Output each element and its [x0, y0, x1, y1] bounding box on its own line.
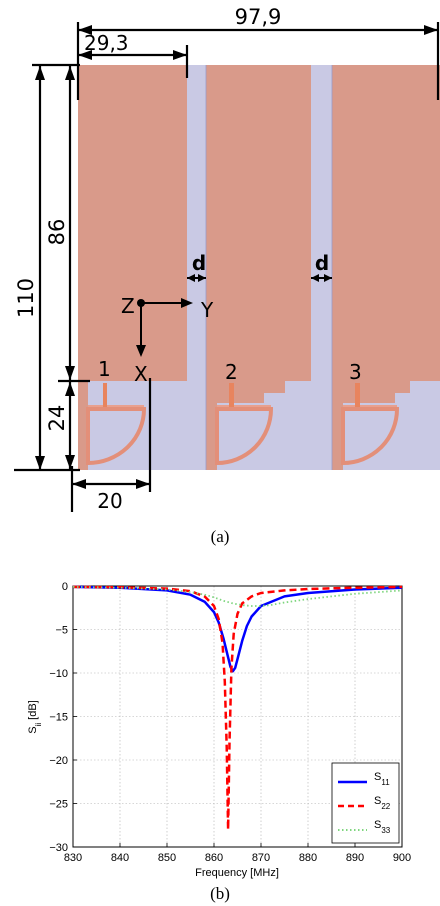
legend-s33-label: $S_{33}$ — [374, 819, 391, 835]
x-tick-label: 900 — [392, 852, 412, 864]
port-1-label: 1 — [98, 357, 111, 381]
port-2-label: 2 — [225, 360, 238, 384]
dim-total-height-label: 110 — [14, 277, 38, 319]
axis-z-label: Z — [121, 294, 135, 318]
dim-upper-height-label: 86 — [45, 218, 69, 246]
x-tick-label: 880 — [298, 852, 318, 864]
axis-x-label: X — [134, 362, 148, 386]
caption-b: (b) — [210, 884, 230, 903]
x-tick-label: 830 — [63, 852, 83, 864]
gap-d-2-label: d — [314, 251, 330, 275]
y-tick-label: −15 — [49, 711, 68, 724]
dim-lower-height-label: 24 — [45, 404, 69, 432]
y-tick-label: −20 — [49, 755, 68, 767]
y-tick-label: −5 — [55, 624, 68, 637]
axis-y-label: Y — [201, 298, 214, 322]
y-tick-label: −10 — [49, 668, 68, 680]
sparameter-chart — [0, 570, 440, 906]
legend-s22-label: $S_{22}$ — [374, 795, 391, 811]
x-tick-label: 870 — [251, 852, 271, 864]
y-tick-label: −30 — [49, 842, 68, 854]
y-tick-label: 0 — [61, 581, 68, 593]
y-axis-label: $S_{ii}[dB]$ — [27, 700, 43, 734]
dim-feed-offset-label: 20 — [97, 489, 123, 513]
series-line-s11 — [73, 587, 402, 671]
x-tick-label: 840 — [110, 852, 130, 864]
legend-s11-label: $S_{11}$ — [374, 771, 390, 787]
dim-plate-width-label: 29,3 — [84, 31, 129, 55]
x-tick-label: 850 — [157, 852, 177, 864]
caption-a: (a) — [210, 527, 230, 546]
x-tick-label: 890 — [345, 852, 365, 864]
y-tick-label: −25 — [49, 798, 68, 811]
port-3-label: 3 — [349, 360, 362, 384]
gap-d-1-label: d — [191, 251, 207, 275]
x-axis-label: Frequency [MHz] — [195, 867, 279, 879]
x-tick-label: 860 — [204, 852, 224, 864]
dim-total-width-label: 97,9 — [234, 5, 282, 29]
chart-legend — [332, 763, 399, 843]
